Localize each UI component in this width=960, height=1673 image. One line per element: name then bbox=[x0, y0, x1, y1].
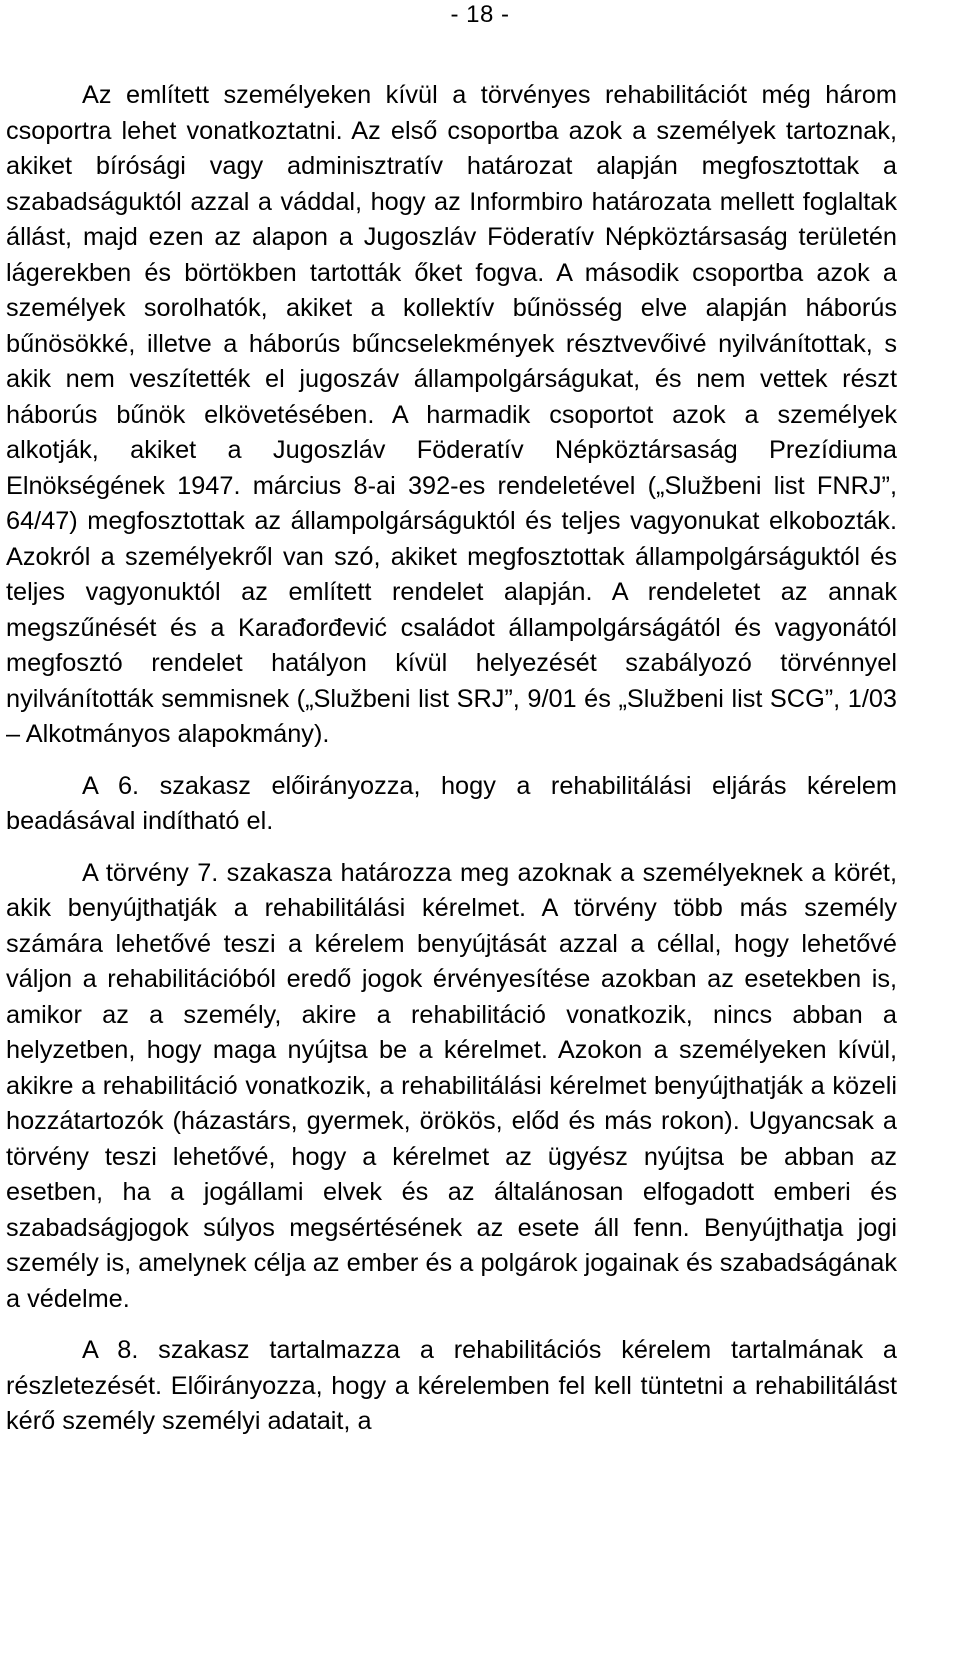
paragraph-section-7: A törvény 7. szakasza határozza meg azoknak a személyeknek a körét, akik benyújthatják a rehabilitálási kérelmet. A törvény több más személy számára lehetővé teszi a kérelem benyújtását azzal a céllal, hogy lehetővé váljon a rehabilitációból eredő jogok érvényesítése azokban az esetekben is, amikor az a személy, akire a rehabilitáció vonatkozik, nincs abban a helyzetben, hogy maga nyújtsa be a kérelmet. Azokon a személyeken kívül, akikre a rehabilitáció vonatkozik, a rehabilitálási kérelmet benyújthatják a közeli hozzátartozók (házastárs, gyermek, örökös, előd és más rokon). Ugyancsak a törvény teszi lehetővé, hogy a kérelmet az ügyész nyújtsa be abban az esetben, ha a jogállami elvek és az általánosan elfogadott emberi és szabadságjogok súlyos megsértésének az esete áll fenn. Benyújthatja jogi személy is, amelynek célja az ember és a polgárok jogainak és szabadságának a védelme. bbox=[6, 858, 897, 1313]
paragraph-section-8: A 8. szakasz tartalmazza a rehabilitációs kérelem tartalmának a részletezését. Előirányozza, hogy a kérelemben fel kell tüntetni a rehabilitálást kérő személy személyi adatait, a bbox=[6, 1336, 897, 1435]
paragraph-section-6: A 6. szakasz előirányozza, hogy a rehabilitálási eljárás kérelem beadásával indítható el. bbox=[6, 771, 897, 835]
page-number: - 18 - bbox=[450, 1, 510, 28]
paragraph-rehabilitation-groups: Az említett személyeken kívül a törvényes rehabilitációt még három csoportra lehet vonatkoztatni. Az első csoportba azok a személyek tartoznak, akiket bírósági vagy adminisztratív határozat alapján megfosztottak a szabadságuktól azzal a váddal, hogy az Informbiro határozata mellett foglaltak állást, majd ezen az alapon a Jugoszláv Föderatív Népköztársaság területén lágerekben és börtökben tartották őket fogva. A második csoportba azok a személyek sorolhatók, akiket a kollektív bűnösség elve alapján háborús bűnösökké, illetve a háborús bűncselekmények résztvevőivé nyilvánítottak, s akik nem veszítették el jugoszáv állampolgárságukat, és nem vettek részt háborús bűnök elkövetésében. A harmadik csoportot azok a személyek alkotják, akiket a Jugoszláv Föderatív Népköztársaság Prezídiuma Elnökségének 1947. március 8-ai 392-es rendeletével („Službeni list FNRJ”, 64/47) megfosztottak az állampolgárságuktól és teljes vagyonukat elkobozták. Azokról a személyekről van szó, akiket megfosztottak állampolgárságuktól és teljes vagyonuktól az említett rendelet alapján. A rendeletet az annak megszűnését és a Karađorđević családot állampolgárságától és vagyonától megfosztó rendelet hatályon kívül helyezését szabályozó törvénnyel nyilvánították semmisnek („Službeni list SRJ”, 9/01 és „Službeni list SCG”, 1/03 – Alkotmányos alapokmány). bbox=[6, 81, 897, 748]
page-body bbox=[6, 78, 897, 1440]
